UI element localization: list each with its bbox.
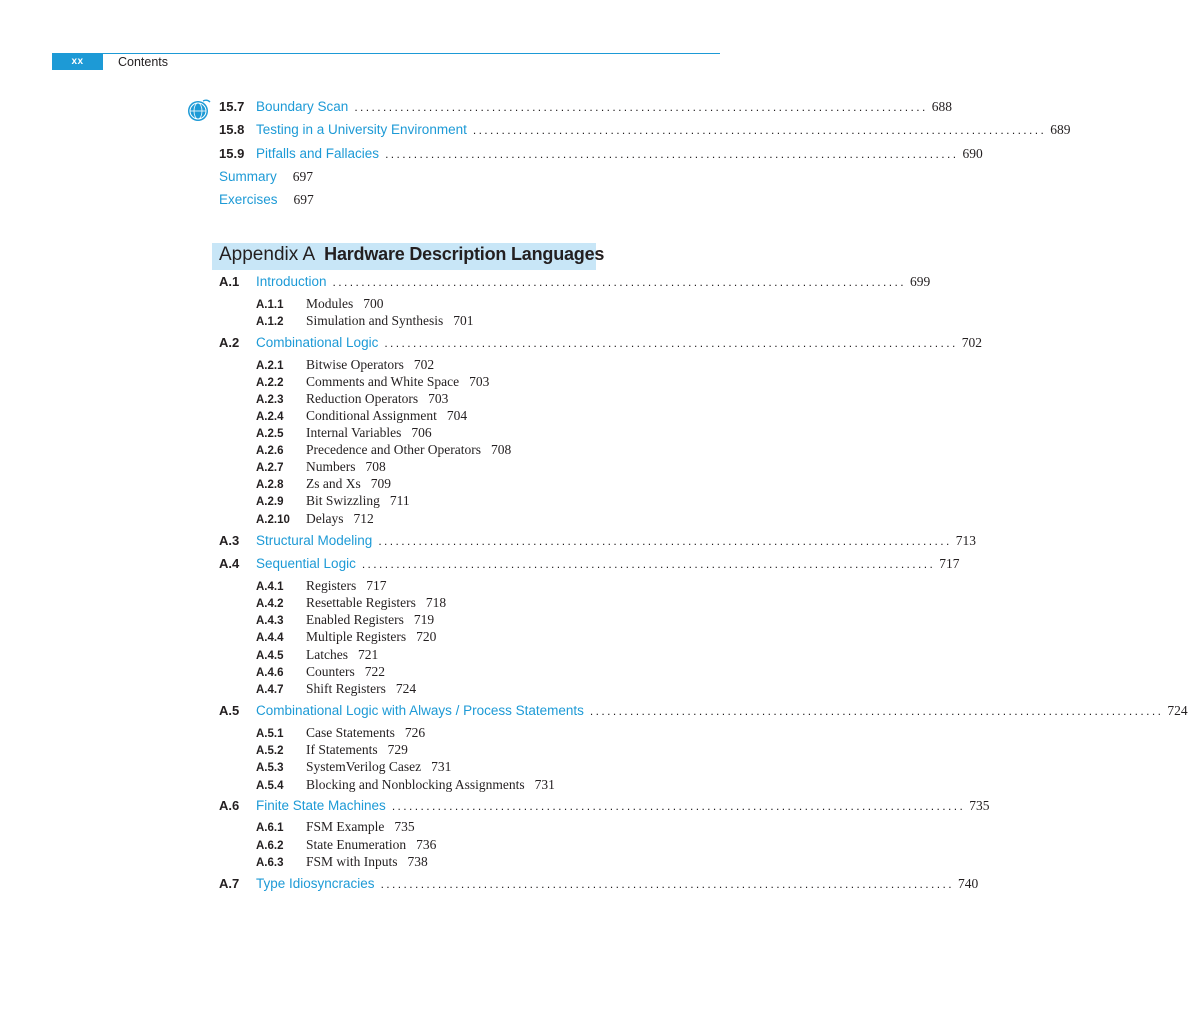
subsection-title: Case Statements [306,725,395,740]
subsection-entry[interactable] [256,408,467,425]
subsection-number: A.2.10 [256,514,290,526]
subsection-number: A.6.1 [256,822,284,834]
dot-leader: .................................................................................................... [380,877,954,891]
toc-entry[interactable] [219,274,931,294]
subsection-number: A.2.6 [256,445,284,457]
page-reference: 700 [363,296,384,311]
page-reference: 690 [962,146,983,161]
subsection-entry[interactable] [256,854,428,871]
dot-leader: .................................................................................................... [332,275,906,289]
toc-entry[interactable] [219,876,979,896]
subsection-number: A.4.5 [256,650,284,662]
page-reference: 717 [366,578,387,593]
toc-entry[interactable] [219,533,976,553]
subsection-entry[interactable] [256,578,387,595]
subsection-entry[interactable] [256,629,436,646]
section-title-link[interactable]: Combinational Logic with Always / Process Statements [256,703,584,718]
section-number: 15.8 [219,122,245,137]
subsection-title: Multiple Registers [306,629,407,644]
subsection-entry[interactable] [256,476,391,493]
dot-leader: .................................................................................................... [385,147,959,161]
page-reference: 720 [416,629,437,644]
subsection-number: A.5.4 [256,780,284,792]
subsection-entry[interactable] [256,511,374,528]
subsection-entry[interactable] [256,313,474,330]
subsection-title: Zs and Xs [306,476,361,491]
subsection-entry[interactable] [256,595,446,612]
toc-entry[interactable] [219,556,960,576]
dot-leader: .................................................................................................... [384,336,958,350]
page-reference: 708 [491,442,512,457]
subsection-number: A.1.1 [256,299,284,311]
section-title-link[interactable]: Boundary Scan [256,99,349,114]
toc-entry[interactable] [219,99,952,119]
subsection-title: Enabled Registers [306,612,404,627]
page-reference: 709 [370,476,391,491]
subsection-title: Latches [306,647,348,662]
dot-leader: .................................................................................................... [361,557,936,571]
subsection-number: A.2.9 [256,496,284,508]
page-reference: 703 [469,374,490,389]
subsection-number: A.4.7 [256,684,284,696]
subsection-title: Bitwise Operators [306,357,404,372]
subsection-number: A.2.5 [256,428,284,440]
subsection-number: A.5.2 [256,745,284,757]
section-title-link[interactable]: Introduction [256,274,327,289]
page-reference: 740 [957,876,979,891]
section-title-link[interactable]: Sequential Logic [256,556,356,571]
subsection-title: Delays [306,511,344,526]
toc-entry[interactable] [219,335,982,355]
exercises-link[interactable]: Exercises [219,192,278,207]
page-reference: 738 [407,854,428,869]
page-reference: 717 [939,556,960,571]
page-reference: 701 [453,313,474,328]
subsection-title: Registers [306,578,357,593]
page-reference: 706 [411,425,432,440]
page-reference: 688 [931,99,952,114]
subsection-title: Simulation and Synthesis [306,313,444,328]
summary-link[interactable]: Summary [219,169,277,184]
section-number: A.2 [219,335,240,350]
subsection-title: Numbers [306,459,356,474]
section-title-link[interactable]: Finite State Machines [256,798,386,813]
subsection-entry[interactable] [256,759,451,776]
subsection-entry[interactable] [256,681,416,698]
subsection-entry[interactable] [256,837,436,854]
subsection-title: Comments and White Space [306,374,460,389]
subsection-entry[interactable] [256,296,384,313]
subsection-title: Precedence and Other Operators [306,442,482,457]
dot-leader: .................................................................................................... [391,799,966,813]
section-title-link[interactable]: Pitfalls and Fallacies [256,146,380,161]
toc-entry-summary[interactable] [219,169,313,189]
page-reference: 718 [425,595,447,610]
page-reference: 735 [969,798,990,813]
section-number: A.1 [219,274,240,289]
page-reference: 699 [909,274,931,289]
subsection-entry[interactable] [256,742,408,759]
subsection-entry[interactable] [256,391,448,408]
subsection-number: A.4.4 [256,632,284,644]
subsection-entry[interactable] [256,664,385,681]
page-reference: 712 [353,511,374,526]
subsection-number: A.4.2 [256,598,284,610]
subsection-title: Internal Variables [306,425,402,440]
subsection-number: A.6.2 [256,840,284,852]
subsection-entry[interactable] [256,493,410,510]
online-globe-icon [187,98,211,122]
subsection-number: A.5.1 [256,728,284,740]
subsection-title: FSM Example [306,819,385,834]
subsection-entry[interactable] [256,777,555,794]
subsection-title: SystemVerilog Casez [306,759,422,774]
subsection-entry[interactable] [256,819,415,836]
page-reference: 731 [534,777,555,792]
subsection-entry[interactable] [256,612,434,629]
section-number: A.4 [219,556,240,571]
toc-entry[interactable] [219,798,990,818]
subsection-number: A.4.3 [256,615,284,627]
page-reference: 729 [387,742,408,757]
page-reference: 703 [428,391,449,406]
page-reference: 697 [292,169,314,184]
section-number: A.3 [219,533,240,548]
subsection-entry[interactable] [256,647,378,664]
section-number: A.7 [219,876,240,891]
section-title-link[interactable]: Testing in a University Environment [256,122,467,137]
subsection-entry[interactable] [256,725,425,742]
page-reference: 731 [431,759,452,774]
page-reference: 711 [389,493,410,508]
subsection-entry[interactable] [256,425,432,442]
page-number-badge: xx [52,53,103,70]
subsection-title: FSM with Inputs [306,854,398,869]
subsection-entry[interactable] [256,374,489,391]
section-number: 15.7 [219,99,245,114]
page-reference: 697 [293,192,314,207]
subsection-number: A.2.4 [256,411,284,423]
subsection-title: Modules [306,296,354,311]
subsection-title: Bit Swizzling [306,493,380,508]
subsection-title: If Statements [306,742,378,757]
page-reference: 704 [446,408,468,423]
subsection-title: Blocking and Nonblocking Assignments [306,777,525,792]
subsection-number: A.6.3 [256,857,284,869]
appendix-label: Appendix A [219,244,316,265]
section-title-link[interactable]: Structural Modeling [256,533,373,548]
page-reference: 689 [1050,122,1071,137]
subsection-entry[interactable] [256,357,434,374]
dot-leader: .................................................................................................... [472,123,1047,137]
subsection-entry[interactable] [256,442,511,459]
subsection-number: A.2.7 [256,462,284,474]
subsection-number: A.1.2 [256,316,284,328]
page-reference: 702 [413,357,435,372]
page-reference: 726 [404,725,426,740]
page-reference: 724 [395,681,417,696]
page-reference: 722 [364,664,385,679]
subsection-title: Conditional Assignment [306,408,437,423]
subsection-entry[interactable] [256,459,386,476]
page-reference: 735 [394,819,415,834]
page-reference: 719 [413,612,435,627]
toc-entry-exercises[interactable] [219,192,314,212]
appendix-heading [219,244,604,270]
subsection-title: Counters [306,664,355,679]
toc-entry[interactable] [219,146,983,166]
dot-leader: .................................................................................................... [589,704,1164,718]
section-number: A.6 [219,798,240,813]
toc-entry[interactable] [219,122,1071,142]
section-title-link[interactable]: Combinational Logic [256,335,379,350]
subsection-number: A.2.1 [256,360,284,372]
subsection-number: A.2.3 [256,394,284,406]
page-reference: 713 [955,533,976,548]
toc-entry[interactable] [219,703,1188,723]
subsection-number: A.5.3 [256,762,284,774]
subsection-number: A.4.6 [256,667,284,679]
page-reference: 708 [365,459,386,474]
page-reference: 736 [416,837,437,852]
page-reference: 702 [961,335,982,350]
dot-leader: .................................................................................................... [354,100,928,114]
appendix-title: Hardware Description Languages [324,244,605,264]
page-reference: 724 [1167,703,1188,718]
section-title-link[interactable]: Type Idiosyncracies [256,876,375,891]
page-reference: 721 [357,647,379,662]
subsection-title: Reduction Operators [306,391,419,406]
section-number: A.5 [219,703,240,718]
subsection-title: Resettable Registers [306,595,416,610]
subsection-number: A.4.1 [256,581,284,593]
running-title: Contents [118,55,169,69]
subsection-number: A.2.2 [256,377,284,389]
subsection-number: A.2.8 [256,479,284,491]
subsection-title: State Enumeration [306,837,407,852]
dot-leader: .................................................................................................... [378,534,952,548]
subsection-title: Shift Registers [306,681,386,696]
section-number: 15.9 [219,146,245,161]
